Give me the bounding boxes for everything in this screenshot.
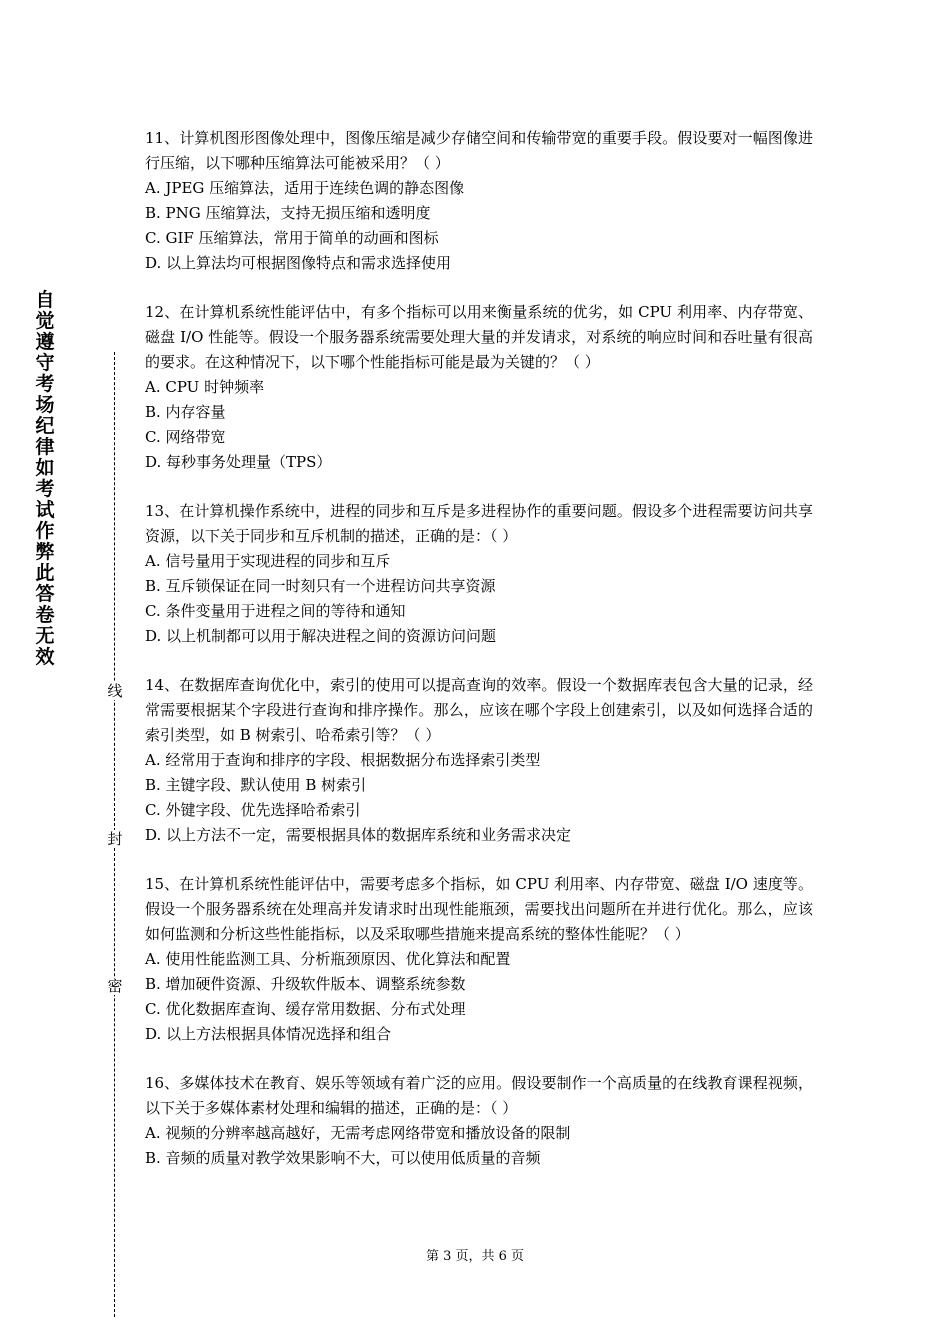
option-d: D. 每秒事务处理量（TPS） [145,453,332,471]
page-number: 第 3 页，共 6 页 [425,1249,525,1264]
option-c: C. 优化数据库查询、缓存常用数据、分布式处理 [145,1000,466,1018]
question-stem: 11、计算机图形图像处理中，图像压缩是减少存储空间和传输带宽的重要手段。假设要对一幅图像进行压缩，以下哪种压缩算法可能被采用？（ ） [145,129,813,172]
exam-discipline-notice: 自觉遵守考场纪律如考试作弊此答卷无效 [35,289,55,668]
option-a: A. JPEG 压缩算法，适用于连续色调的静态图像 [145,179,465,197]
question-15 [145,872,813,1047]
option-d: D. 以上机制都可以用于解决进程之间的资源访问问题 [145,627,497,645]
option-c: C. 外键字段、优先选择哈希索引 [145,801,361,819]
question-stem: 15、在计算机系统性能评估中，需要考虑多个指标，如 CPU 利用率、内存带宽、磁盘 I/O 速度等。假设一个服务器系统在处理高并发请求时出现性能瓶颈，需要找出问题所在并进行优化。那么，应该如何监测和分析这些性能指标，以及采取哪些措施来提高系统的整体性能呢？（ ） [145,875,813,943]
question-12 [145,300,813,475]
option-b: B. PNG 压缩算法，支持无损压缩和透明度 [145,204,431,222]
option-a: A. 使用性能监测工具、分析瓶颈原因、优化算法和配置 [145,950,511,968]
question-16 [145,1071,813,1171]
option-d: D. 以上方法根据具体情况选择和组合 [145,1025,392,1043]
option-b: B. 互斥锁保证在同一时刻只有一个进程访问共享资源 [145,577,496,595]
option-b: B. 增加硬件资源、升级软件版本、调整系统参数 [145,975,466,993]
question-stem: 14、在数据库查询优化中，索引的使用可以提高查询的效率。假设一个数据库表包含大量的记录，经常需要根据某个字段进行查询和排序操作。那么，应该在哪个字段上创建索引，以及如何选择合适的索引类型，如 B 树索引、哈希索引等？（ ） [145,676,813,744]
question-11 [145,126,813,276]
option-a: A. 经常用于查询和排序的字段、根据数据分布选择索引类型 [145,751,541,769]
option-c: C. GIF 压缩算法，常用于简单的动画和图标 [145,229,439,247]
option-c: C. 条件变量用于进程之间的等待和通知 [145,602,406,620]
option-d: D. 以上方法不一定，需要根据具体的数据库系统和业务需求决定 [145,826,572,844]
question-13 [145,499,813,649]
option-b: B. 内存容量 [145,403,226,421]
question-stem: 12、在计算机系统性能评估中，有多个指标可以用来衡量系统的优劣，如 CPU 利用率、内存带宽、磁盘 I/O 性能等。假设一个服务器系统需要处理大量的并发请求，对系统的响应时间和吞吐量有很高的要求。在这种情况下，以下哪个性能指标可能是最为关键的？（ ） [145,303,813,371]
option-b: B. 音频的质量对教学效果影响不大，可以使用低质量的音频 [145,1149,541,1167]
option-a: A. 视频的分辨率越高越好，无需考虑网络带宽和播放设备的限制 [145,1124,571,1142]
questions-area [145,126,813,1195]
binding-mark-seal: 封 [107,830,123,848]
option-a: A. 信号量用于实现进程的同步和互斥 [145,552,391,570]
binding-mark-line: 线 [107,682,123,700]
option-b: B. 主键字段、默认使用 B 树索引 [145,776,367,794]
question-stem: 13、在计算机操作系统中，进程的同步和互斥是多进程协作的重要问题。假设多个进程需要访问共享资源，以下关于同步和互斥机制的描述，正确的是：（ ） [145,502,813,545]
option-c: C. 网络带宽 [145,428,226,446]
option-d: D. 以上算法均可根据图像特点和需求选择使用 [145,254,452,272]
question-14 [145,673,813,848]
binding-mark-secret: 密 [107,977,123,995]
option-a: A. CPU 时钟频率 [145,378,265,396]
question-stem: 16、多媒体技术在教育、娱乐等领域有着广泛的应用。假设要制作一个高质量的在线教育课程视频，以下关于多媒体素材处理和编辑的描述，正确的是：（ ） [145,1074,813,1117]
